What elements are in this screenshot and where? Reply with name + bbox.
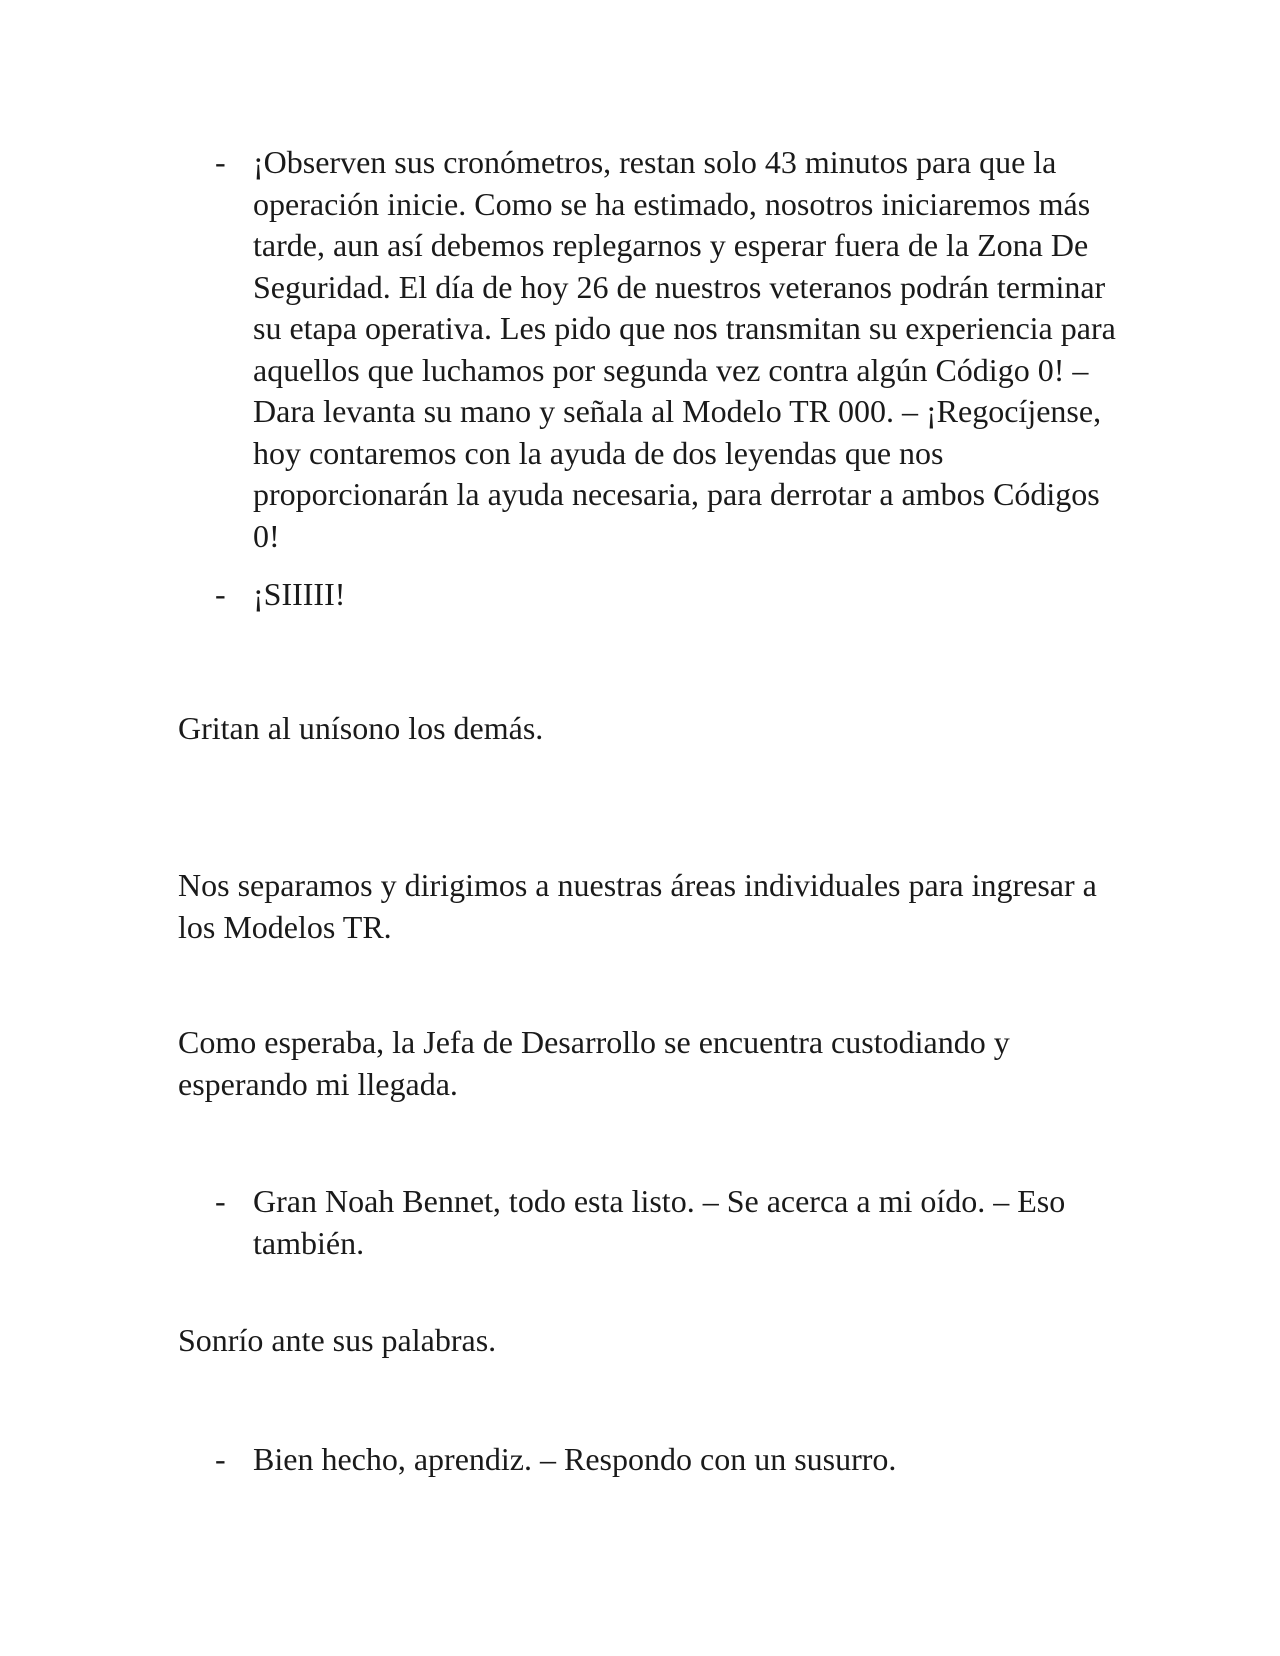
narration-paragraph: Gritan al unísono los demás. [178,710,544,746]
narration-paragraph: Nos separamos y dirigimos a nuestras áreas individuales para ingresar a los Modelos TR. [178,867,1097,945]
dialogue-text: Bien hecho, aprendiz. – Respondo con un susurro. [253,1441,897,1477]
narration-paragraph: Como esperaba, la Jefa de Desarrollo se encuentra custodiando y esperando mi llegada. [178,1024,1010,1102]
dialogue-dash: - [215,576,226,612]
dialogue-text: ¡Observen sus cronómetros, restan solo 43 minutos para que la operación inicie. Como se ha estimado, nosotros iniciaremos más tarde, aun así debemos replegarnos y esperar fuera de la Zona De Seguridad. El día de hoy 26 de nuestros veteranos podrán terminar su etapa operativa. Les pido que nos transmitan su experiencia para aquellos que luchamos por segunda vez contra algún Código 0! – Dara levanta su mano y señala al Modelo TR 000. – ¡Regocíjense, hoy contaremos con la ayuda de dos leyendas que nos proporcionarán la ayuda necesaria, para derrotar a ambos Códigos 0! [253,144,1116,554]
dialogue-text: ¡SIIIII! [253,576,346,612]
dialogue-dash: - [215,1441,226,1477]
dialogue-dash: - [215,144,226,180]
dialogue-text: Gran Noah Bennet, todo esta listo. – Se acerca a mi oído. – Eso también. [253,1183,1066,1261]
narration-paragraph: Sonrío ante sus palabras. [178,1322,497,1358]
dialogue-dash: - [215,1183,226,1219]
